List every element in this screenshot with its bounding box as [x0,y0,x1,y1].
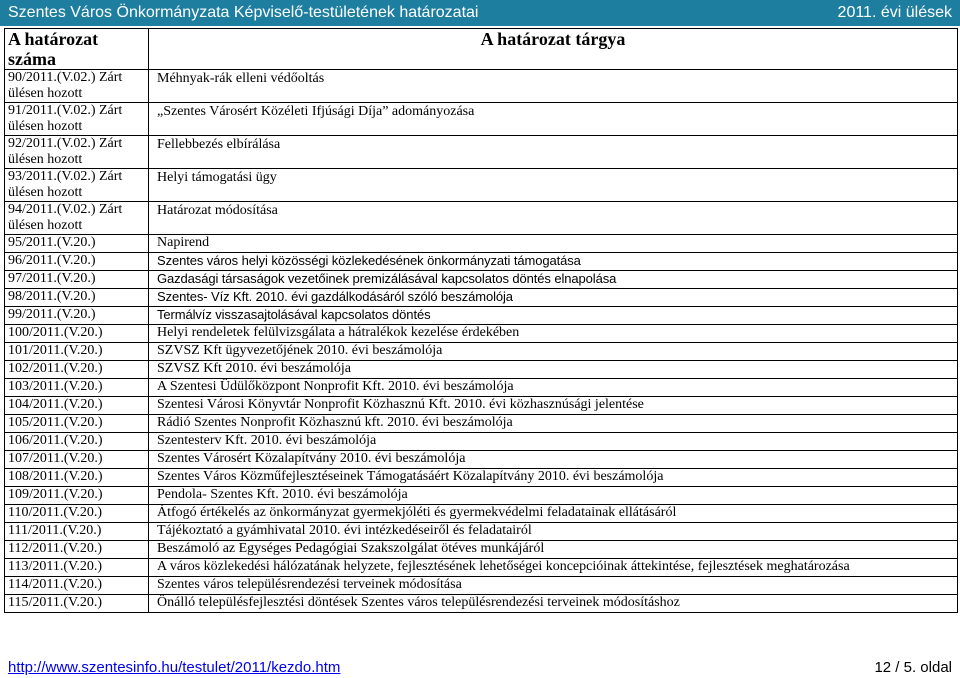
resolution-number: 99/2011.(V.20.) [5,307,149,325]
resolution-subject: Pendola- Szentes Kft. 2010. évi beszámolója [149,487,958,505]
table-row [5,397,958,415]
resolution-subject [149,70,958,103]
table-row [5,253,958,271]
resolution-subject: SZVSZ Kft ügyvezetőjének 2010. évi beszámolója [149,343,958,361]
table-row [5,70,958,103]
resolution-number: 92/2011.(V.02.) Zárt ülésen hozott [5,136,149,169]
table-row [5,577,958,595]
resolution-number: 95/2011.(V.20.) [5,235,149,253]
table-row [5,103,958,136]
resolution-subject: Beszámoló az Egységes Pedagógiai Szakszolgálat ötéves munkájáról [149,541,958,559]
resolution-number: 106/2011.(V.20.) [5,433,149,451]
resolution-number: 100/2011.(V.20.) [5,325,149,343]
table-row [5,307,958,325]
resolution-number: 113/2011.(V.20.) [5,559,149,577]
resolution-number: 104/2011.(V.20.) [5,397,149,415]
resolution-number: 115/2011.(V.20.) [5,595,149,613]
column-header-subject: A határozat tárgya [149,29,958,70]
resolution-subject: Szentes Városért Közalapítvány 2010. évi beszámolója [149,451,958,469]
resolution-subject: Napirend [149,235,958,253]
resolution-subject: Önálló településfejlesztési döntések Szentes város településrendezési terveinek módosításhoz [149,595,958,613]
table-row [5,136,958,169]
table-row [5,595,958,613]
resolution-subject [149,169,958,202]
resolution-subject [149,136,958,169]
resolution-subject-text: Határozat módosítása [157,203,278,218]
table-row [5,433,958,451]
resolution-number: 103/2011.(V.20.) [5,379,149,397]
resolution-number: 107/2011.(V.20.) [5,451,149,469]
table-row [5,169,958,202]
page-footer [0,657,960,678]
resolution-subject-text: Méhnyak-rák elleni védőoltás [157,71,325,86]
table-row [5,361,958,379]
resolution-subject [149,202,958,235]
resolution-subject: Gazdasági társaságok vezetőinek premizálásával kapcsolatos döntés elnapolása [149,271,958,289]
resolution-number: 97/2011.(V.20.) [5,271,149,289]
resolution-subject: Szentes város helyi közösségi közlekedésének önkormányzati támogatása [149,253,958,271]
resolution-number: 91/2011.(V.02.) Zárt ülésen hozott [5,103,149,136]
resolution-subject-text: „Szentes Városért Közéleti Ifjúsági Díja” adományozása [157,104,475,119]
table-row [5,202,958,235]
resolution-subject: SZVSZ Kft 2010. évi beszámolója [149,361,958,379]
resolution-number: 110/2011.(V.20.) [5,505,149,523]
table-row [5,325,958,343]
resolution-number: 94/2011.(V.02.) Zárt ülésen hozott [5,202,149,235]
page-number: 12 / 5. oldal [874,659,952,676]
resolution-subject: Tájékoztató a gyámhivatal 2010. évi intézkedéseiről és feladatairól [149,523,958,541]
resolution-number: 98/2011.(V.20.) [5,289,149,307]
resolution-subject: Szentes város településrendezési terveinek módosítása [149,577,958,595]
header-year: 2011. évi ülések [837,4,952,21]
resolution-number: 101/2011.(V.20.) [5,343,149,361]
header-title: Szentes Város Önkormányzata Képviselő-testületének határozatai [8,4,479,21]
column-header-number: A határozat száma [5,29,149,70]
table-row [5,289,958,307]
table-row [5,469,958,487]
resolution-subject-text: Fellebbezés elbírálása [157,137,281,152]
table-row [5,415,958,433]
resolution-subject: A város közlekedési hálózatának helyzete, fejlesztésének lehetőségei koncepcióinak áttekintése, fejlesztések meghatározása [149,559,958,577]
source-link[interactable]: http://www.szentesinfo.hu/testulet/2011/kezdo.htm [8,659,341,676]
resolution-subject: Termálvíz visszasajtolásával kapcsolatos döntés [149,307,958,325]
resolution-subject-text: Helyi támogatási ügy [157,170,277,185]
table-row [5,271,958,289]
resolution-subject: Szentes- Víz Kft. 2010. évi gazdálkodásáról szóló beszámolója [149,289,958,307]
table-row [5,559,958,577]
table-row [5,379,958,397]
resolution-number: 111/2011.(V.20.) [5,523,149,541]
resolution-number: 112/2011.(V.20.) [5,541,149,559]
table-row [5,235,958,253]
table-row [5,487,958,505]
resolution-number: 105/2011.(V.20.) [5,415,149,433]
resolution-subject [149,103,958,136]
resolution-subject: A Szentesi Üdülőközpont Nonprofit Kft. 2010. évi beszámolója [149,379,958,397]
resolution-number: 96/2011.(V.20.) [5,253,149,271]
table-row [5,505,958,523]
resolution-subject: Szentesterv Kft. 2010. évi beszámolója [149,433,958,451]
table-row [5,451,958,469]
resolution-number: 114/2011.(V.20.) [5,577,149,595]
resolution-subject: Szentes Város Közműfejlesztéseinek Támogatásáért Közalapítvány 2010. évi beszámolója [149,469,958,487]
resolution-subject: Szentesi Városi Könyvtár Nonprofit Közhasznú Kft. 2010. évi közhasznúsági jelentése [149,397,958,415]
table-row [5,523,958,541]
resolution-subject: Helyi rendeletek felülvizsgálata a hátralékok kezelése érdekében [149,325,958,343]
table-body [5,70,958,613]
resolution-subject: Rádió Szentes Nonprofit Közhasznú kft. 2010. évi beszámolója [149,415,958,433]
resolution-subject: Átfogó értékelés az önkormányzat gyermekjóléti és gyermekvédelmi feladatainak ellátásáról [149,505,958,523]
table-row [5,541,958,559]
resolution-number: 102/2011.(V.20.) [5,361,149,379]
resolution-number: 90/2011.(V.02.) Zárt ülésen hozott [5,70,149,103]
resolution-number: 108/2011.(V.20.) [5,469,149,487]
table-row [5,343,958,361]
page-header [0,0,960,26]
table-header-row [5,29,958,70]
resolution-number: 109/2011.(V.20.) [5,487,149,505]
resolution-number: 93/2011.(V.02.) Zárt ülésen hozott [5,169,149,202]
resolutions-table [4,28,958,613]
